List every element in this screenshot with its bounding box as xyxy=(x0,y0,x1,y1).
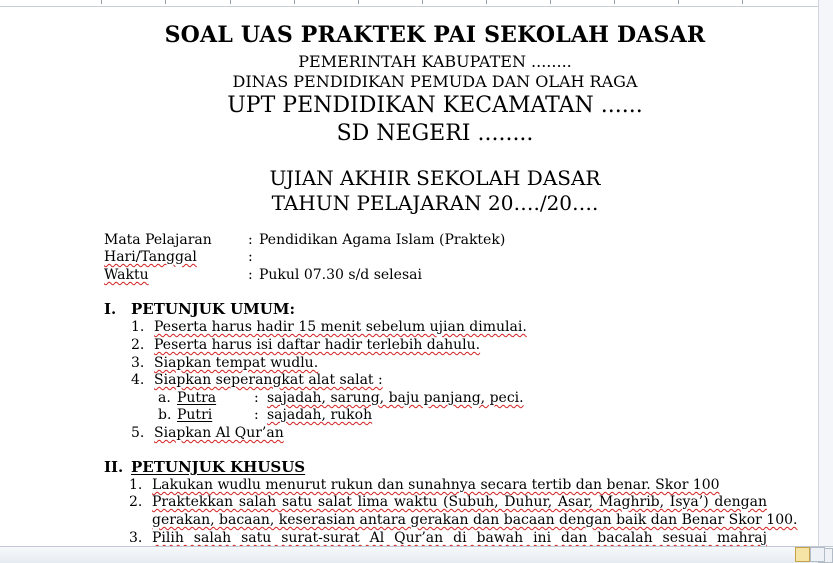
list-item-number: 5. xyxy=(131,425,145,441)
full-screen-view-icon[interactable] xyxy=(810,547,825,562)
list-item-number: 1. xyxy=(131,319,145,335)
list-item-number: 4. xyxy=(131,372,145,388)
list-item: Peserta harus hadir 15 menit sebelum ujian dimulai. xyxy=(154,319,527,335)
info-colon: : xyxy=(248,267,253,283)
list-item: Pilih salah satu surat-surat Al Qur’an di bawah ini dan bacalah sesuai mahraj xyxy=(152,530,767,546)
info-label-date: Hari/Tanggal xyxy=(104,249,197,265)
document-title: SOAL UAS PRAKTEK PAI SEKOLAH DASAR xyxy=(164,22,706,48)
print-layout-view-icon[interactable] xyxy=(795,547,810,562)
sub-item-number: b. xyxy=(158,407,172,423)
list-item-number: 2. xyxy=(129,494,143,510)
section-1-number: I. xyxy=(104,300,117,318)
section-2-title: PETUNJUK KHUSUS xyxy=(131,458,306,476)
list-item: Praktekkan salah satu salat lima waktu (Subuh, Duhur, Asar, Maghrib, Isya’) dengan xyxy=(152,494,767,510)
list-item-continuation: gerakan, bacaan, keserasian antara gerakan dan bacaan dengan baik dan Benar Skor 100. xyxy=(152,512,798,528)
list-item: Siapkan seperangkat alat salat : xyxy=(154,372,383,388)
vertical-scrollbar[interactable] xyxy=(818,0,833,563)
info-label-subject: Mata Pelajaran xyxy=(104,232,212,248)
sub-item-value: sajadah, rukoh xyxy=(267,407,373,423)
sub-item-label: Putri xyxy=(177,407,213,423)
info-colon: : xyxy=(248,232,253,248)
header-line-3: UPT PENDIDIKAN KECAMATAN ...... xyxy=(227,93,643,118)
list-item: Siapkan Al Qur’an xyxy=(154,425,284,441)
section-1-title: PETUNJUK UMUM: xyxy=(131,300,296,318)
info-value-time: Pukul 07.30 s/d selesai xyxy=(259,267,422,283)
exam-year: TAHUN PELAJARAN 20…./20…. xyxy=(271,191,599,215)
list-item: Siapkan tempat wudlu. xyxy=(154,355,319,371)
section-2-number: II. xyxy=(104,458,124,476)
list-item: Peserta harus isi daftar hadir terlebih dahulu. xyxy=(154,337,481,353)
sub-item-value: sajadah, sarung, baju panjang, peci. xyxy=(267,390,524,406)
sub-item-number: a. xyxy=(158,390,171,406)
list-item-number: 1. xyxy=(129,477,143,493)
list-item-number: 2. xyxy=(131,337,145,353)
header-line-1: PEMERINTAH KABUPATEN ........ xyxy=(298,52,572,71)
info-label-time: Waktu xyxy=(104,267,149,283)
sub-item-colon: : xyxy=(254,407,259,423)
list-item-number: 3. xyxy=(129,530,143,546)
header-line-2: DINAS PENDIDIKAN PEMUDA DAN OLAH RAGA xyxy=(232,72,638,91)
list-item: Lakukan wudlu menurut rukun dan sunahnya secara tertib dan benar. Skor 100 xyxy=(152,477,720,493)
info-value-subject: Pendidikan Agama Islam (Praktek) xyxy=(259,232,506,248)
horizontal-scrollbar[interactable] xyxy=(0,546,833,563)
exam-title: UJIAN AKHIR SEKOLAH DASAR xyxy=(269,166,601,190)
sub-item-colon: : xyxy=(254,390,259,406)
info-colon: : xyxy=(248,249,253,265)
header-line-4: SD NEGERI ........ xyxy=(336,121,534,146)
sub-item-label: Putra xyxy=(177,390,217,406)
list-item-number: 3. xyxy=(131,355,145,371)
